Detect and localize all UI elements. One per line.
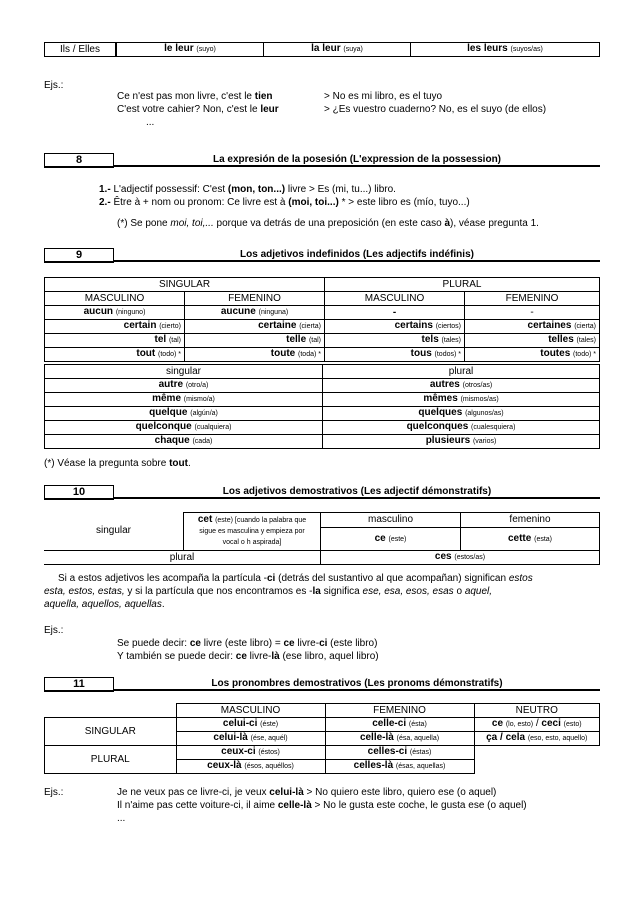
paragraph-line: esta, estos, estas, y si la partícula que nos encontramos es -la significa ese, esa, esos, esas o aquel, (44, 586, 493, 597)
example-line: Y también se puede decir: ce livre-là (ese libro, aquel libro) (117, 651, 379, 662)
table-row: chaque (cada) plusieurs (varios) (45, 435, 600, 449)
example-line: Ce n'est pas mon livre, c'est le tien (117, 91, 273, 102)
ellipsis: ... (117, 813, 126, 824)
header-masculino: MASCULINO (325, 292, 465, 306)
indefinite-adjectives-table (44, 277, 600, 362)
row-label: Ils / Elles (45, 43, 117, 57)
header-plural: plural (323, 365, 600, 379)
example-line: Je ne veux pas ce livre-ci, je veux celui-là > No quiero este libro, quiero ese (o aquel) (117, 787, 497, 798)
cell-les-leurs: les leurs (suyos/as) (411, 43, 600, 57)
header-masculino: MASCULINO (45, 292, 185, 306)
cell-le-leur: le leur (suyo) (116, 43, 264, 57)
possessive-pronoun-table (44, 42, 600, 57)
table-row: autre (otro/a) autres (otros/as) (45, 379, 600, 393)
section-title: Los adjetivos demostrativos (Les adjectif démonstratifs) (222, 486, 492, 497)
ellipsis: ... (146, 117, 155, 128)
table-row: ceux-là (ésos, aquéllos) celles-là (ésas, aquellas) (45, 760, 600, 774)
section-number: 11 (44, 677, 114, 692)
section-number: 10 (44, 485, 114, 500)
header-plural: PLURAL (325, 278, 600, 292)
cell-la-leur: la leur (suya) (264, 43, 411, 57)
section-8-note: (*) Se pone moi, toi,... porque va detrás de una preposición (en este caso à), véase pregunta 1. (117, 218, 539, 229)
header-neutro: NEUTRO (474, 704, 600, 718)
header-masculino: masculino (321, 513, 461, 528)
table-row: tel (tal) telle (tal) tels (tales) telles (tales) (45, 334, 600, 348)
section-8-header (44, 153, 600, 166)
example-line: C'est votre cahier? Non, c'est le leur (117, 104, 279, 115)
paragraph-line: aquella, aquellos, aquellas. (44, 599, 165, 610)
header-masculino: MASCULINO (176, 704, 325, 718)
example-translation: > No es mi libro, es el tuyo (324, 91, 443, 102)
section-number: 9 (44, 248, 114, 263)
ces-cell: ces (estos/as) (321, 551, 600, 565)
example-line: Se puede decir: ce livre (este libro) = ce livre-ci (este libro) (117, 638, 378, 649)
examples-label: Ejs.: (44, 787, 64, 798)
rule-item-1: 1.- L'adjectif possessif: C'est (mon, ton...) livre > Es (mi, tu...) libro. (99, 184, 396, 195)
example-translation: > ¿Es vuestro cuaderno? No, es el suyo (de ellos) (324, 104, 547, 115)
rule-item-2: 2.- Être à + nom ou pronom: Ce livre est à (moi, toi...) * > este libro es (mío, tuyo...) (99, 197, 470, 208)
label-plural: plural (44, 551, 321, 565)
section-9-footnote: (*) Véase la pregunta sobre tout. (44, 458, 191, 469)
section-number: 8 (44, 153, 114, 168)
table-row: SINGULAR celui-ci (éste) celle-ci (ésta) ce (lo, esto) / ceci (esto) (45, 718, 600, 732)
section-11-header (44, 677, 600, 690)
ce-cell: ce (este) (321, 528, 461, 551)
label-singular: singular (44, 513, 184, 551)
header-femenino: FEMENINO (465, 292, 600, 306)
section-10-header (44, 485, 600, 498)
examples-label: Ejs.: (44, 625, 64, 636)
table-row: quelque (algún/a) quelques (algunos/as) (45, 407, 600, 421)
section-title: Los adjetivos indefinidos (Les adjectifs indéfinis) (240, 249, 474, 260)
header-singular: singular (45, 365, 323, 379)
table-row: certain (cierto) certaine (cierta) certains (ciertos) certaines (cierta) (45, 320, 600, 334)
table-row: tout (todo) * toute (toda) * tous (todos) * toutes (todo) * (45, 348, 600, 362)
table-row: celui-là (ése, aquél) celle-là (ésa, aquella) ça / cela (eso, esto, aquello) (45, 732, 600, 746)
demonstrative-adjectives-table (44, 512, 600, 565)
examples-label: Ejs.: (44, 80, 64, 91)
indefinite-adjectives-table-2 (44, 364, 600, 449)
header-femenino: femenino (461, 513, 600, 528)
demonstrative-pronouns-table (44, 703, 600, 774)
section-9-header (44, 248, 600, 261)
header-singular: SINGULAR (45, 278, 325, 292)
table-row: PLURAL ceux-ci (éstos) celles-ci (éstas) (45, 746, 600, 760)
table-row: même (mismo/a) mêmes (mismos/as) (45, 393, 600, 407)
example-line: Il n'aime pas cette voiture-ci, il aime celle-là > No le gusta este coche, le gusta ese (o aquel) (117, 800, 527, 811)
header-femenino: FEMENINO (325, 704, 474, 718)
label-plural: PLURAL (45, 746, 177, 774)
table-row: aucun (ninguno) aucune (ninguna) - - (45, 306, 600, 320)
header-femenino: FEMENINO (185, 292, 325, 306)
section-title: La expresión de la posesión (L'expression de la possession) (212, 154, 502, 165)
paragraph-line: Si a estos adjetivos les acompaña la partícula -ci (detrás del sustantivo al que acompañan) significan estos (58, 573, 533, 584)
table-row: quelconque (cualquiera) quelconques (cualesquiera) (45, 421, 600, 435)
section-title: Los pronombres demostrativos (Les pronoms démonstratifs) (211, 678, 503, 689)
cet-cell: cet (este) [cuando la palabra que sigue es masculina y empieza por vocal o h aspirada] (184, 513, 321, 551)
label-singular: SINGULAR (45, 718, 177, 746)
cette-cell: cette (esta) (461, 528, 600, 551)
